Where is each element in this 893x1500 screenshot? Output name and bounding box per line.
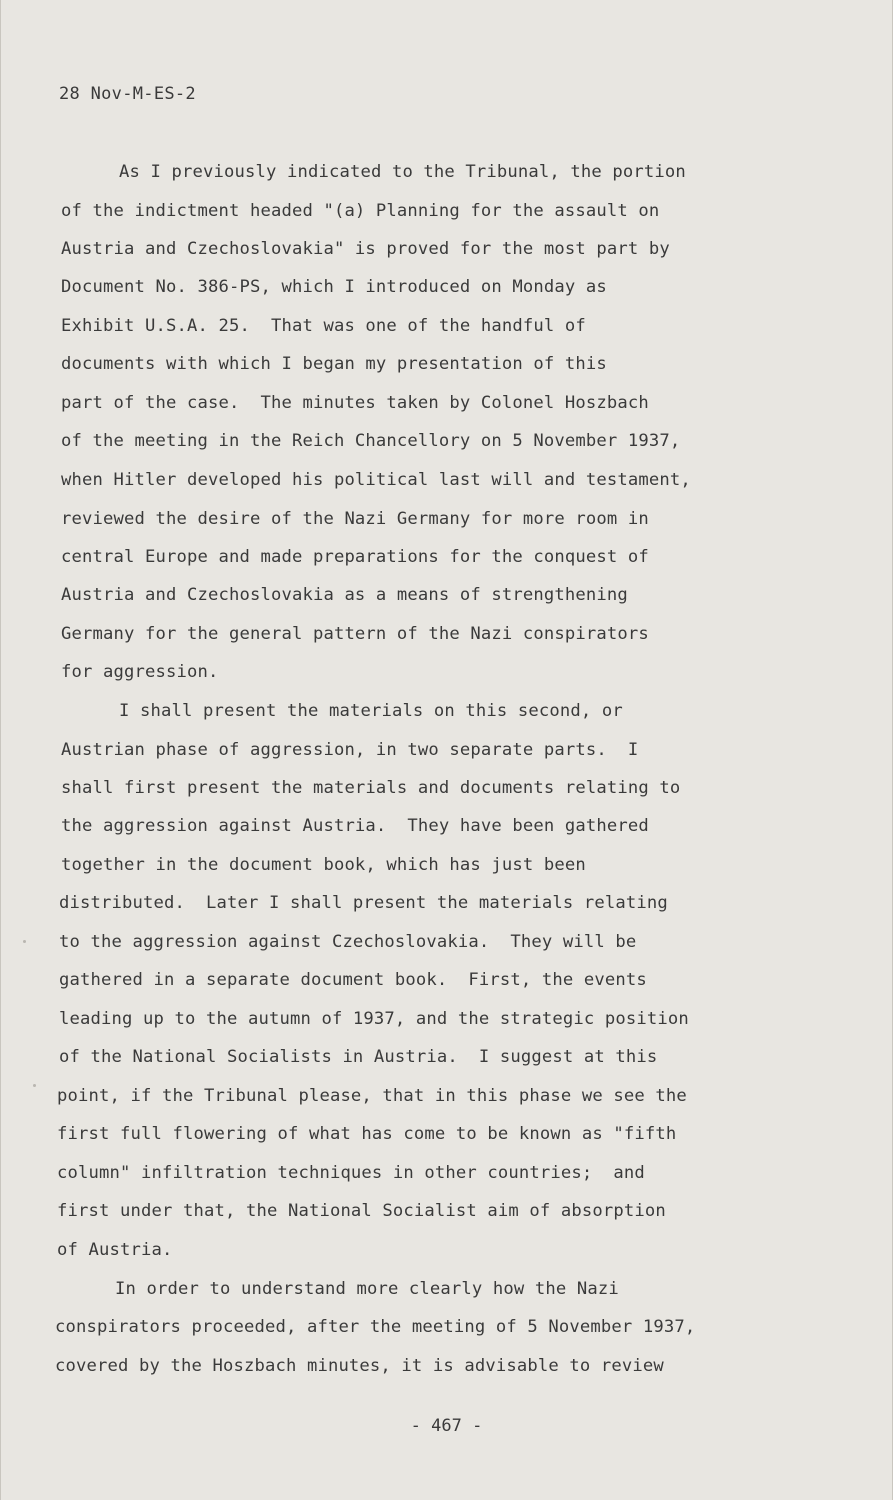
text-line: Germany for the general pattern of the Nazi conspirators [61,624,649,644]
text-line: Austrian phase of aggression, in two separate parts. I [61,740,639,760]
text-line: point, if the Tribunal please, that in this phase we see the [57,1086,687,1106]
text-line: column" infiltration techniques in other countries; and [57,1163,645,1183]
text-line: In order to understand more clearly how the Nazi [115,1279,619,1299]
text-line: of the National Socialists in Austria. I suggest at this [59,1047,658,1067]
text-line: central Europe and made preparations for the conquest of [61,547,649,567]
text-line: conspirators proceeded, after the meeting of 5 November 1937, [55,1317,696,1337]
text-line: of Austria. [57,1240,173,1260]
text-line: shall first present the materials and documents relating to [61,778,681,798]
text-line: first under that, the National Socialist aim of absorption [57,1201,666,1221]
text-line: of the meeting in the Reich Chancellory on 5 November 1937, [61,431,681,451]
text-line: As I previously indicated to the Tribunal, the portion [119,162,686,182]
paper-speck [23,940,26,943]
text-line: I shall present the materials on this second, or [119,701,623,721]
text-line: to the aggression against Czechoslovakia. They will be [59,932,637,952]
text-line: covered by the Hoszbach minutes, it is advisable to review [55,1356,664,1376]
text-line: documents with which I began my presentation of this [61,354,607,374]
text-line: Exhibit U.S.A. 25. That was one of the handful of [61,316,586,336]
text-line: distributed. Later I shall present the materials relating [59,893,668,913]
text-line: for aggression. [61,662,219,682]
text-line: part of the case. The minutes taken by Colonel Hoszbach [61,393,649,413]
text-line: Austria and Czechoslovakia" is proved for the most part by [61,239,670,259]
text-line: first full flowering of what has come to be known as "fifth [57,1124,677,1144]
document-reference: 28 Nov-M-ES-2 [59,84,196,104]
text-line: the aggression against Austria. They have been gathered [61,816,649,836]
text-line: leading up to the autumn of 1937, and the strategic position [59,1009,689,1029]
text-line: gathered in a separate document book. First, the events [59,970,647,990]
paper-speck [33,1084,36,1087]
page-number: - 467 - [410,1416,483,1436]
text-line: when Hitler developed his political last will and testament, [61,470,691,490]
text-line: of the indictment headed "(a) Planning for the assault on [61,201,660,221]
text-line: reviewed the desire of the Nazi Germany for more room in [61,509,649,529]
text-line: Document No. 386-PS, which I introduced on Monday as [61,277,607,297]
text-line: Austria and Czechoslovakia as a means of strengthening [61,585,628,605]
text-line: together in the document book, which has just been [61,855,586,875]
